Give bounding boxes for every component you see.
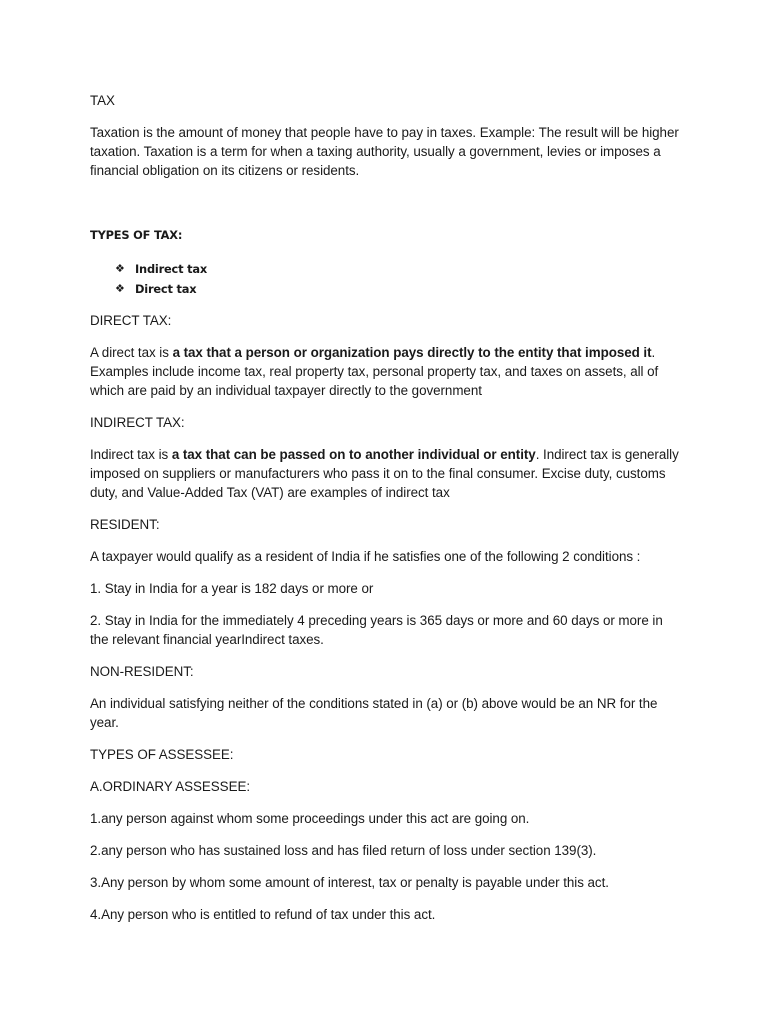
assessee-heading: TYPES OF ASSESSEE:	[90, 747, 234, 762]
types-heading: TYPES OF TAX:	[90, 228, 183, 242]
assessee-item: 3.Any person by whom some amount of interest, tax or penalty is payable under this act.	[90, 875, 609, 890]
direct-tax-lead: A direct tax is	[90, 345, 173, 360]
assessee-item: 1.any person against whom some proceedings under this act are going on.	[90, 811, 530, 826]
indirect-tax-heading: INDIRECT TAX:	[90, 415, 185, 430]
diamond-bullet-icon: ❖	[115, 262, 125, 275]
intro-paragraph: Taxation is the amount of money that people have to pay in taxes. Example: The result will be higher taxation. Taxation is a term for when a taxing authority, usually a government, levies or imposes a financial obligation on its citizens or residents.	[90, 125, 679, 178]
direct-tax-heading: DIRECT TAX:	[90, 313, 172, 328]
indirect-tax-rest: . Indirect tax is generally imposed on suppliers or manufacturers who pass it on to the final consumer. Excise duty, customs duty, and Value-Added Tax (VAT) are examples of indirect tax	[90, 447, 679, 500]
list-item	[115, 259, 680, 279]
document-title: TAX	[90, 93, 115, 108]
resident-condition-1: 1. Stay in India for a year is 182 days or more or	[90, 581, 374, 596]
document-body	[90, 91, 680, 924]
direct-tax-paragraph	[90, 343, 680, 400]
list-item-label: Indirect tax	[135, 262, 207, 276]
list-item	[115, 279, 680, 299]
resident-condition-2: 2. Stay in India for the immediately 4 preceding years is 365 days or more and 60 days or more in the relevant financial yearIndirect taxes.	[90, 613, 663, 647]
assessee-item: 4.Any person who is entitled to refund of tax under this act.	[90, 907, 436, 922]
direct-tax-rest: . Examples include income tax, real property tax, personal property tax, and taxes on assets, all of which are paid by an individual taxpayer directly to the government	[90, 345, 659, 398]
direct-tax-definition: a tax that a person or organization pays directly to the entity that imposed it	[172, 345, 652, 360]
list-item-label: Direct tax	[135, 282, 197, 296]
indirect-tax-lead: Indirect tax is	[90, 447, 172, 462]
indirect-tax-definition: a tax that can be passed on to another individual or entity	[171, 447, 536, 462]
resident-paragraph: A taxpayer would qualify as a resident of India if he satisfies one of the following 2 conditions :	[90, 549, 641, 564]
indirect-tax-paragraph	[90, 445, 680, 502]
non-resident-heading: NON-RESIDENT:	[90, 664, 194, 679]
types-list	[90, 259, 680, 299]
resident-heading: RESIDENT:	[90, 517, 160, 532]
ordinary-assessee-heading: A.ORDINARY ASSESSEE:	[90, 779, 251, 794]
diamond-bullet-icon: ❖	[115, 282, 125, 295]
assessee-item: 2.any person who has sustained loss and has filed return of loss under section 139(3).	[90, 843, 597, 858]
non-resident-paragraph: An individual satisfying neither of the conditions stated in (a) or (b) above would be an NR for the year.	[90, 696, 658, 730]
